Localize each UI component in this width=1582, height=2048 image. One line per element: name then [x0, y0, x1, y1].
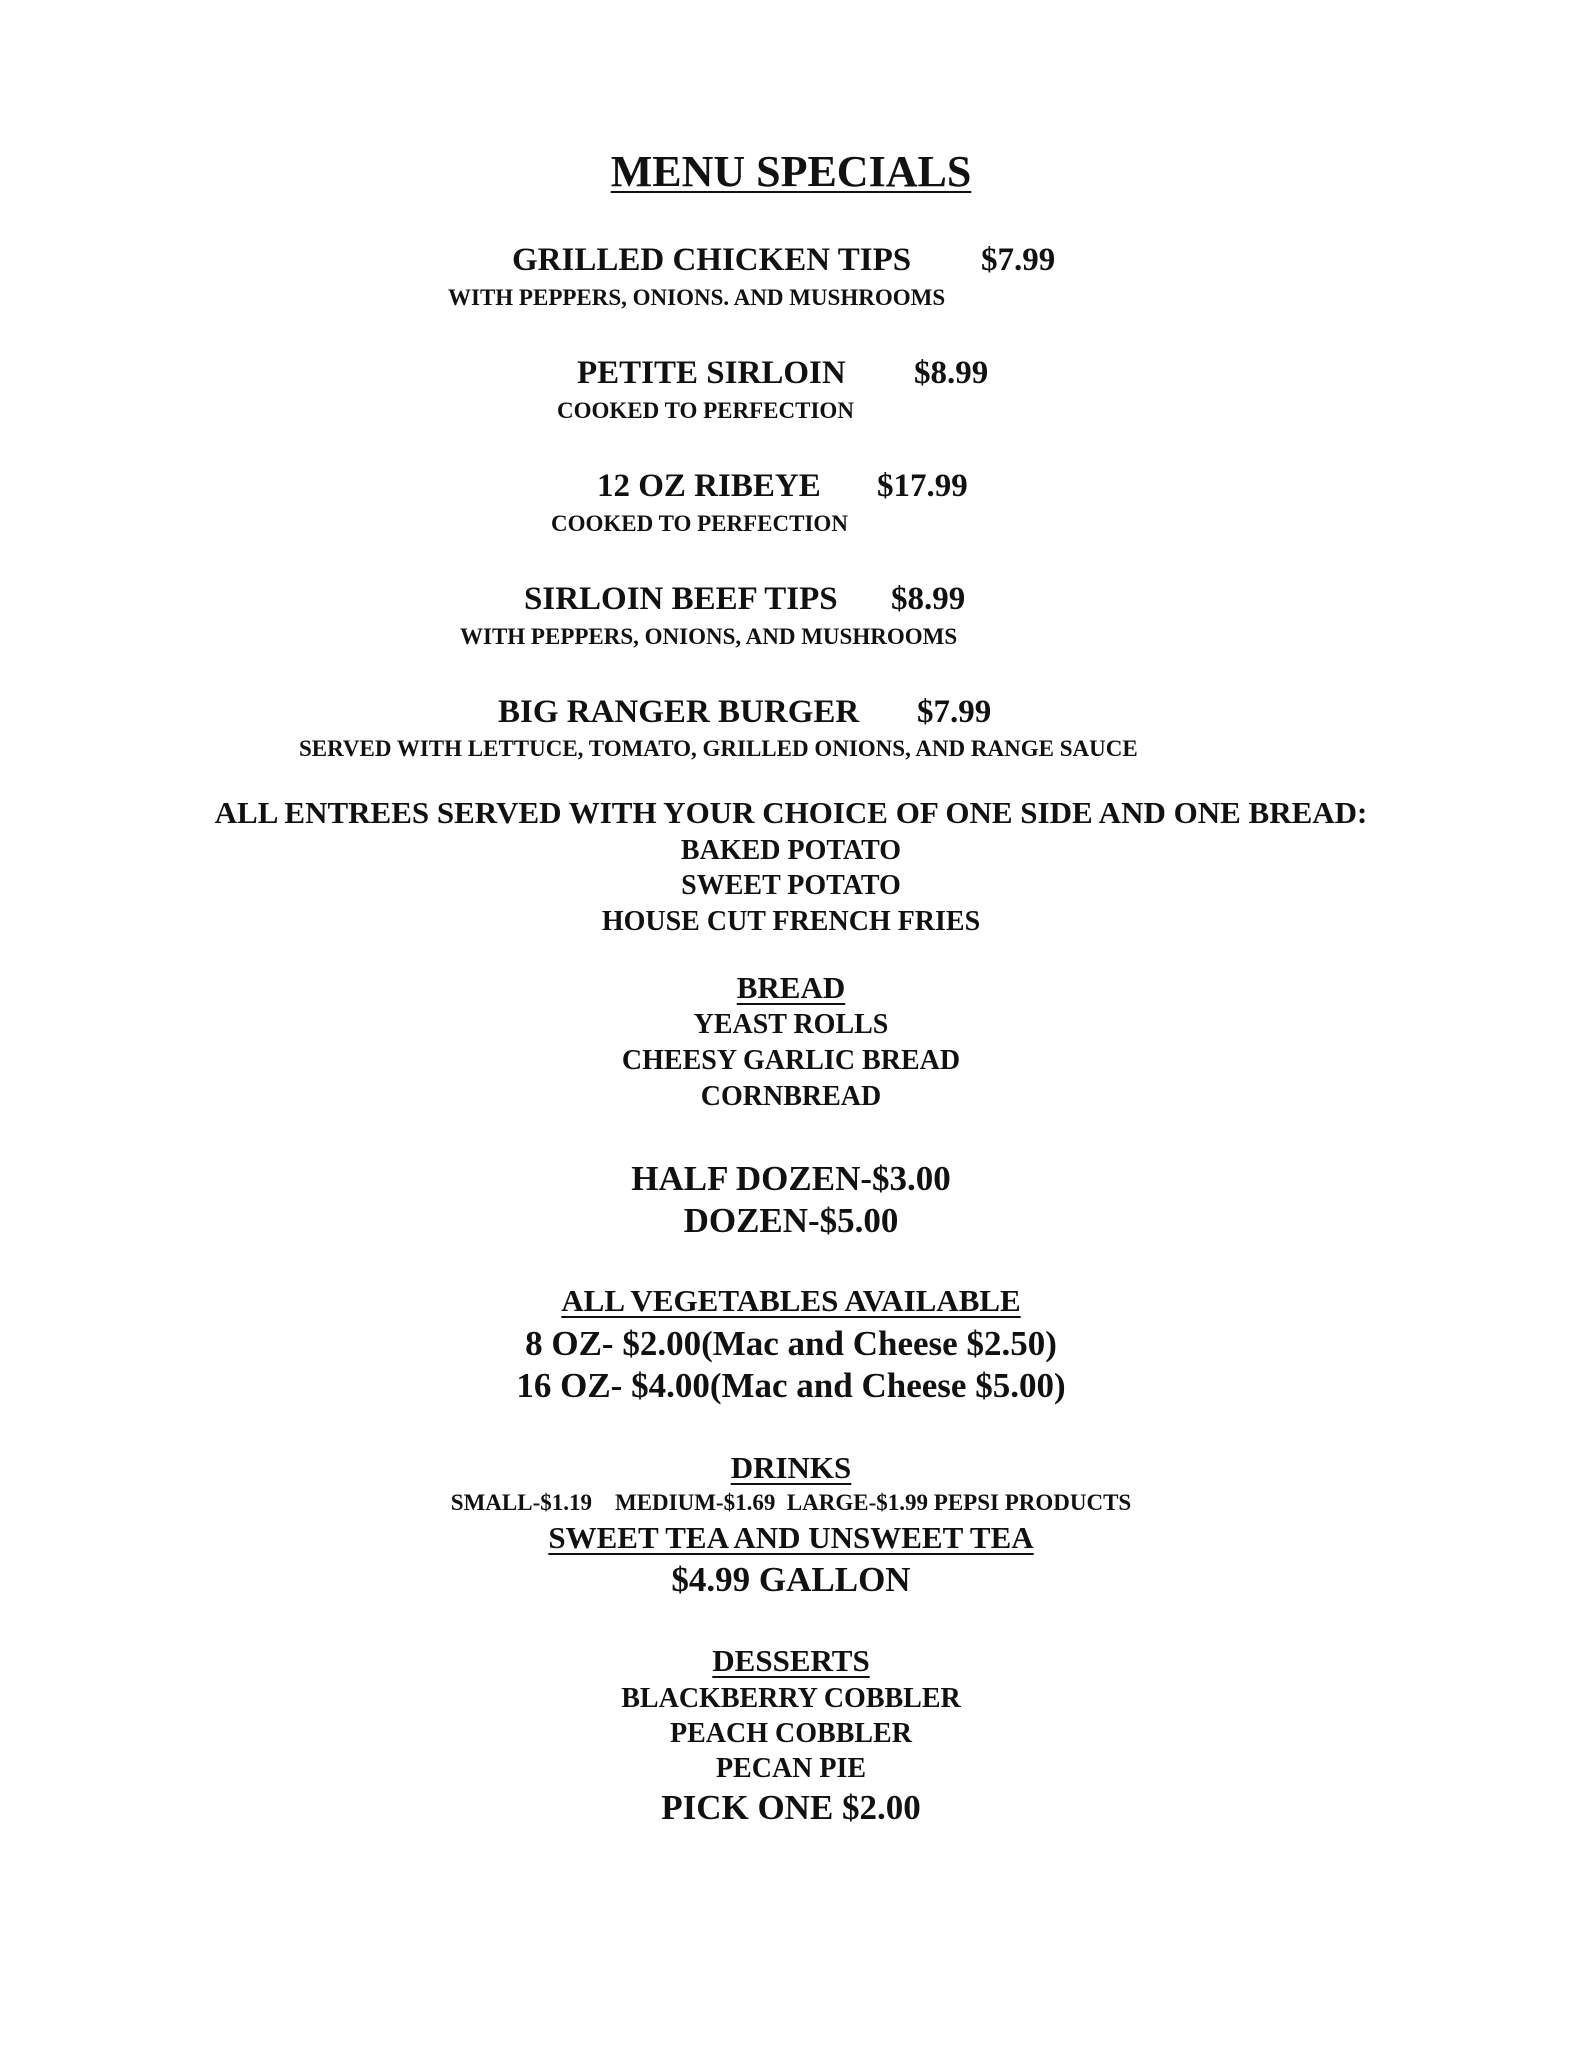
entree-price: $17.99: [877, 468, 968, 504]
dessert-price: PICK ONE $2.00: [661, 1788, 921, 1827]
entree-name: GRILLED CHICKEN TIPS: [512, 242, 912, 278]
entree-name: SIRLOIN BEEF TIPS: [524, 581, 838, 617]
bread-item: CORNBREAD: [700, 1081, 882, 1112]
tea-price: $4.99 GALLON: [671, 1560, 911, 1599]
entree-price: $8.99: [914, 355, 989, 391]
bread-heading: BREAD: [736, 970, 846, 1005]
entree-price: $8.99: [891, 581, 966, 617]
bread-price: HALF DOZEN-$3.00: [631, 1159, 951, 1198]
dessert-item: PEACH COBBLER: [670, 1718, 912, 1749]
sides-intro: ALL ENTREES SERVED WITH YOUR CHOICE OF ONE SIDE AND ONE BREAD:: [214, 795, 1368, 830]
entree-name: 12 OZ RIBEYE: [597, 468, 821, 504]
dessert-item: PECAN PIE: [715, 1753, 867, 1784]
entree-description: WITH PEPPERS, ONIONS, AND MUSHROOMS: [460, 624, 958, 649]
entree-description: WITH PEPPERS, ONIONS. AND MUSHROOMS: [448, 285, 946, 310]
vegetables-heading: ALL VEGETABLES AVAILABLE: [561, 1283, 1021, 1318]
drinks-heading: DRINKS: [730, 1450, 852, 1485]
page-title: MENU SPECIALS: [610, 147, 972, 196]
dessert-item: BLACKBERRY COBBLER: [621, 1683, 961, 1714]
entree-name: BIG RANGER BURGER: [498, 694, 860, 730]
entree-description: COOKED TO PERFECTION: [551, 511, 848, 536]
side-item: BAKED POTATO: [680, 835, 902, 866]
drink-sizes: SMALL-$1.19 MEDIUM-$1.69 LARGE-$1.99 PEPSI PRODUCTS: [450, 1490, 1132, 1515]
bread-item: CHEESY GARLIC BREAD: [621, 1045, 961, 1076]
bread-price: DOZEN-$5.00: [683, 1201, 899, 1240]
tea-heading: SWEET TEA AND UNSWEET TEA: [548, 1520, 1034, 1555]
side-item: SWEET POTATO: [681, 870, 901, 901]
vegetable-price: 16 OZ- $4.00(Mac and Cheese $5.00): [516, 1366, 1066, 1405]
desserts-heading: DESSERTS: [712, 1643, 870, 1678]
entree-name: PETITE SIRLOIN: [577, 355, 846, 391]
entree-price: $7.99: [981, 242, 1056, 278]
vegetable-price: 8 OZ- $2.00(Mac and Cheese $2.50): [525, 1324, 1057, 1363]
entree-description: SERVED WITH LETTUCE, TOMATO, GRILLED ONIONS, AND RANGE SAUCE: [299, 736, 1138, 761]
bread-item: YEAST ROLLS: [693, 1009, 889, 1040]
side-item: HOUSE CUT FRENCH FRIES: [601, 906, 981, 937]
entree-price: $7.99: [917, 694, 992, 730]
entree-description: COOKED TO PERFECTION: [557, 398, 854, 423]
